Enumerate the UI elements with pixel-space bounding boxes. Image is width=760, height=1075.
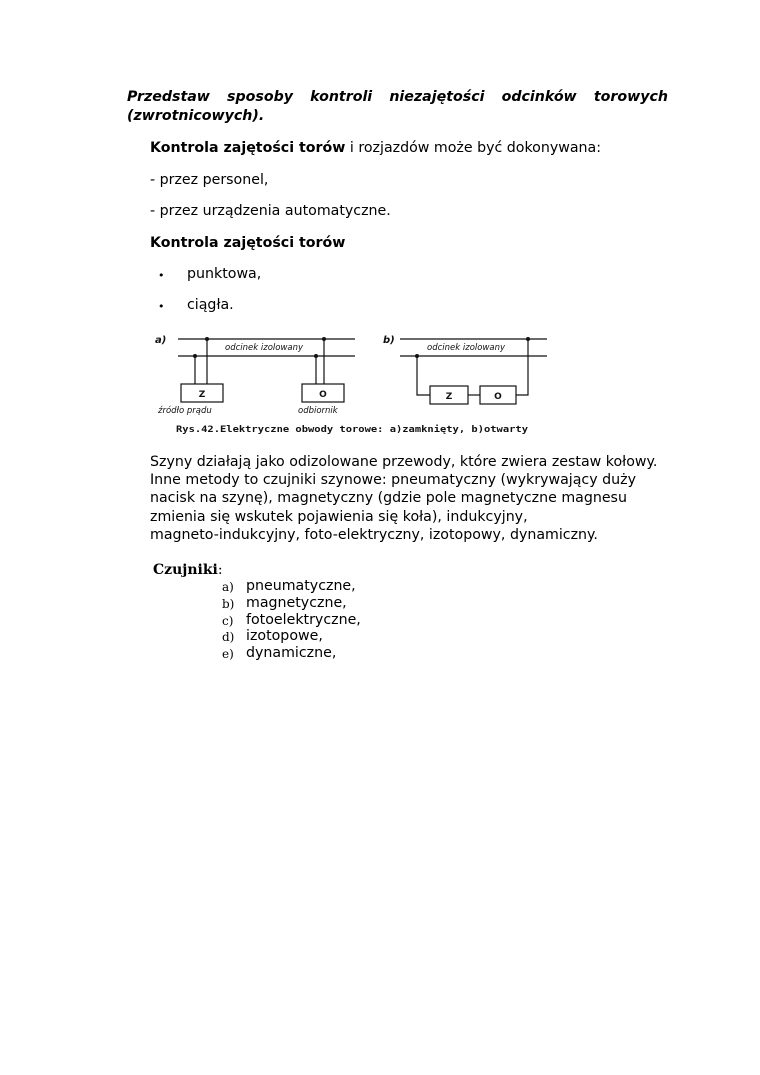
subheading: Kontrola zajętości torów bbox=[150, 235, 346, 251]
list-item-label: e) bbox=[222, 647, 234, 662]
junction-dot bbox=[526, 337, 530, 341]
box-o-b-label: O bbox=[494, 392, 502, 402]
label-a: a) bbox=[155, 335, 167, 346]
receiver-label: odbiornik bbox=[298, 406, 338, 416]
sensors-heading bbox=[153, 562, 223, 578]
bullet-dot: • bbox=[158, 300, 165, 313]
question-word: sposoby bbox=[227, 89, 293, 105]
bullet-dot: • bbox=[158, 269, 165, 282]
intro-paragraph bbox=[150, 139, 601, 158]
junction-dot bbox=[415, 354, 419, 358]
intro-rest: i rozjazdów może być dokonywana: bbox=[345, 140, 602, 156]
box-o-a-label: O bbox=[319, 390, 327, 400]
question-word: kontroli bbox=[310, 89, 373, 105]
question-line-1 bbox=[127, 88, 668, 107]
bullet-item-continuous: ciągła. bbox=[187, 297, 234, 313]
junction-dot bbox=[193, 354, 197, 358]
list-item bbox=[222, 645, 422, 662]
box-z-a-label: Z bbox=[198, 390, 206, 400]
question-heading bbox=[127, 88, 668, 126]
junction-dot bbox=[314, 354, 318, 358]
question-word: Przedstaw bbox=[127, 89, 210, 105]
list-item bbox=[222, 612, 422, 629]
list-item-text: fotoelektryczne, bbox=[246, 611, 361, 628]
box-z-b-label: Z bbox=[445, 392, 453, 402]
figure-caption: Rys.42.Elektryczne obwody torowe: a)zamknięty, b)otwarty bbox=[176, 425, 466, 435]
section-label-b: odcinek izolowany bbox=[427, 343, 506, 353]
paragraph-line: Szyny działają jako odizolowane przewody, które zwiera zestaw kołowy. bbox=[150, 454, 658, 470]
sensors-heading-colon: : bbox=[217, 562, 223, 578]
circuit-diagram bbox=[150, 326, 550, 442]
paragraph-line: magneto-indukcyjny, foto-elektryczny, izotopowy, dynamiczny. bbox=[150, 526, 598, 543]
list-item bbox=[222, 578, 422, 595]
list-item bbox=[222, 628, 422, 645]
section-label-a: odcinek izolowany bbox=[225, 343, 304, 353]
track-circuit-figure bbox=[150, 326, 550, 442]
wire-b bbox=[417, 356, 430, 395]
list-item-text: izotopowe, bbox=[246, 628, 323, 645]
paragraph-line: zmienia się wskutek pojawienia się koła), indukcyjny, bbox=[150, 508, 528, 525]
question-word: niezajętości bbox=[389, 89, 485, 105]
question-word: odcinków bbox=[501, 89, 577, 105]
junction-dot bbox=[322, 337, 326, 341]
junction-dot bbox=[205, 337, 209, 341]
paragraph-line: nacisk na szynę), magnetyczny (gdzie pole magnetyczne magnesu bbox=[150, 490, 627, 507]
label-b: b) bbox=[383, 335, 395, 346]
question-line-2: (zwrotnicowych). bbox=[127, 108, 265, 124]
list-item bbox=[222, 595, 422, 612]
list-item-label: c) bbox=[222, 613, 234, 628]
method-automatic: - przez urządzenia automatyczne. bbox=[150, 203, 391, 219]
list-item-text: pneumatyczne, bbox=[246, 578, 356, 594]
sensors-list bbox=[222, 578, 422, 662]
list-item-label: b) bbox=[222, 596, 235, 611]
rail-sensors-paragraph bbox=[150, 453, 670, 544]
paragraph-line: Inne metody to czujniki szynowe: pneumatyczny (wykrywający duży bbox=[150, 472, 636, 489]
list-item-text: magnetyczne, bbox=[246, 594, 347, 611]
sensors-heading-text: Czujniki bbox=[153, 562, 218, 578]
list-item-label: a) bbox=[222, 580, 234, 594]
intro-bold: Kontrola zajętości torów bbox=[150, 140, 346, 156]
list-item-label: d) bbox=[222, 630, 235, 645]
question-word: torowych bbox=[593, 89, 668, 105]
wire-b bbox=[516, 339, 528, 395]
list-item-text: dynamiczne, bbox=[246, 645, 337, 662]
method-personnel: - przez personel, bbox=[150, 172, 269, 188]
source-label: źródło prądu bbox=[158, 406, 212, 416]
bullet-item-point: punktowa, bbox=[187, 266, 262, 282]
